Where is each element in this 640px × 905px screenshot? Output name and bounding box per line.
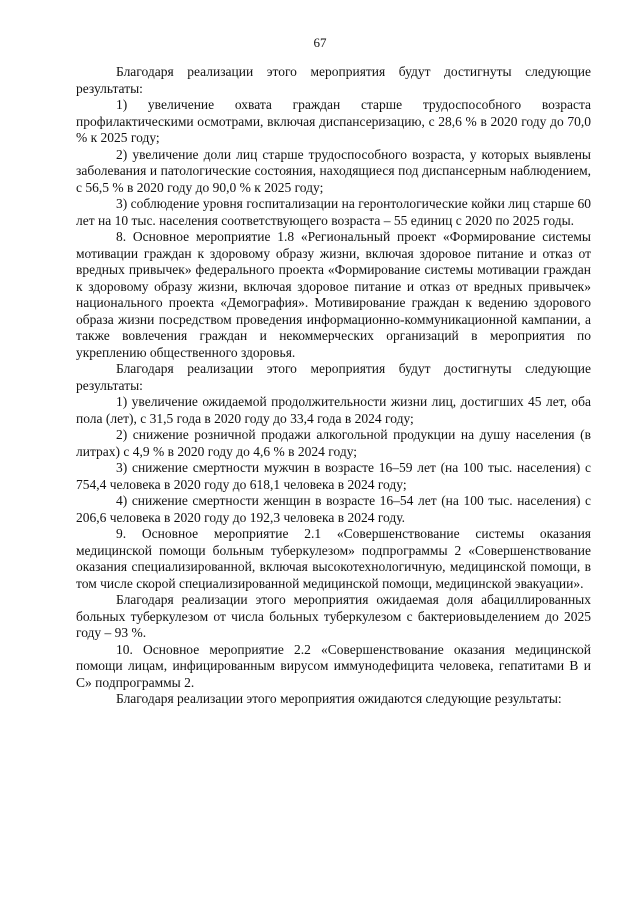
document-body <box>76 64 591 708</box>
paragraph-result-6: 3) снижение смертности мужчин в возрасте 16–59 лет (на 100 тыс. населения) с 754,4 человека в 2020 году до 618,1 человека в 2024 году; <box>76 460 591 492</box>
paragraph-result-1: 1) увеличение охвата граждан старше трудоспособного возраста профилактическими осмотрами, включая диспансеризацию, с 28,6 % в 2020 году до 70,0 % к 2025 году; <box>76 97 591 145</box>
paragraph-measure-8: 8. Основное мероприятие 1.8 «Региональный проект «Формирование системы мотивации граждан к здоровому образу жизни, включая здоровое питание и отказ от вредных привычек» федерального проекта «Формирование системы мотивации граждан к здоровому образу жизни, включая здоровое питание и отказ от вредных привычек» национального проекта «Демография». Мотивирование граждан к ведению здорового образа жизни посредством проведения информационно-коммуникационной кампании, а также вовлечения граждан и некоммерческих организаций в мероприятия по укреплению общественного здоровья. <box>76 229 591 360</box>
paragraph-result-7: 4) снижение смертности женщин в возрасте 16–54 лет (на 100 тыс. населения) с 206,6 человека в 2020 году до 192,3 человека в 2024 году. <box>76 493 591 525</box>
paragraph-measure-9: 9. Основное мероприятие 2.1 «Совершенствование системы оказания медицинской помощи больным туберкулезом» подпрограммы 2 «Совершенствование оказания специализированной, включая высокотехнологичную, медицинской помощи, в том числе скорой специализированной медицинской помощи, медицинской эвакуации». <box>76 526 591 591</box>
paragraph-results-intro-3: Благодаря реализации этого мероприятия ожидаются следующие результаты: <box>116 691 562 706</box>
paragraph-result-3: 3) соблюдение уровня госпитализации на геронтологические койки лиц старше 60 лет на 10 тыс. населения соответствующего возраста – 55 единиц с 2020 по 2025 годы. <box>76 196 591 228</box>
page-number: 67 <box>313 35 327 50</box>
paragraph-results-intro-2: Благодаря реализации этого мероприятия будут достигнуты следующие результаты: <box>76 361 591 393</box>
paragraph-result-2: 2) увеличение доли лиц старше трудоспособного возраста, у которых выявлены заболевания и патологические состояния, находящиеся под диспансерным наблюдением, с 56,5 % в 2020 году до 90,0 % к 2025 году; <box>76 146 591 195</box>
paragraph-measure-10: 10. Основное мероприятие 2.2 «Совершенствование оказания медицинской помощи лицам, инфицированным вирусом иммунодефицита человека, гепатитами В и С» подпрограммы 2. <box>76 641 591 690</box>
paragraph-results-intro-1: Благодаря реализации этого мероприятия будут достигнуты следующие результаты: <box>76 64 591 96</box>
paragraph-result-8: Благодаря реализации этого мероприятия ожидаемая доля абациллированных больных туберкулезом от числа больных туберкулезом с бактериовыделением до 2025 году – 93 %. <box>76 592 591 640</box>
paragraph-result-5: 2) снижение розничной продажи алкогольной продукции на душу населения (в литрах) с 4,9 % в 2020 году до 4,6 % в 2024 году; <box>76 427 591 459</box>
paragraph-result-4: 1) увеличение ожидаемой продолжительности жизни лиц, достигших 45 лет, оба пола (лет), с 31,5 года в 2020 году до 33,4 года в 2024 году; <box>76 394 591 426</box>
